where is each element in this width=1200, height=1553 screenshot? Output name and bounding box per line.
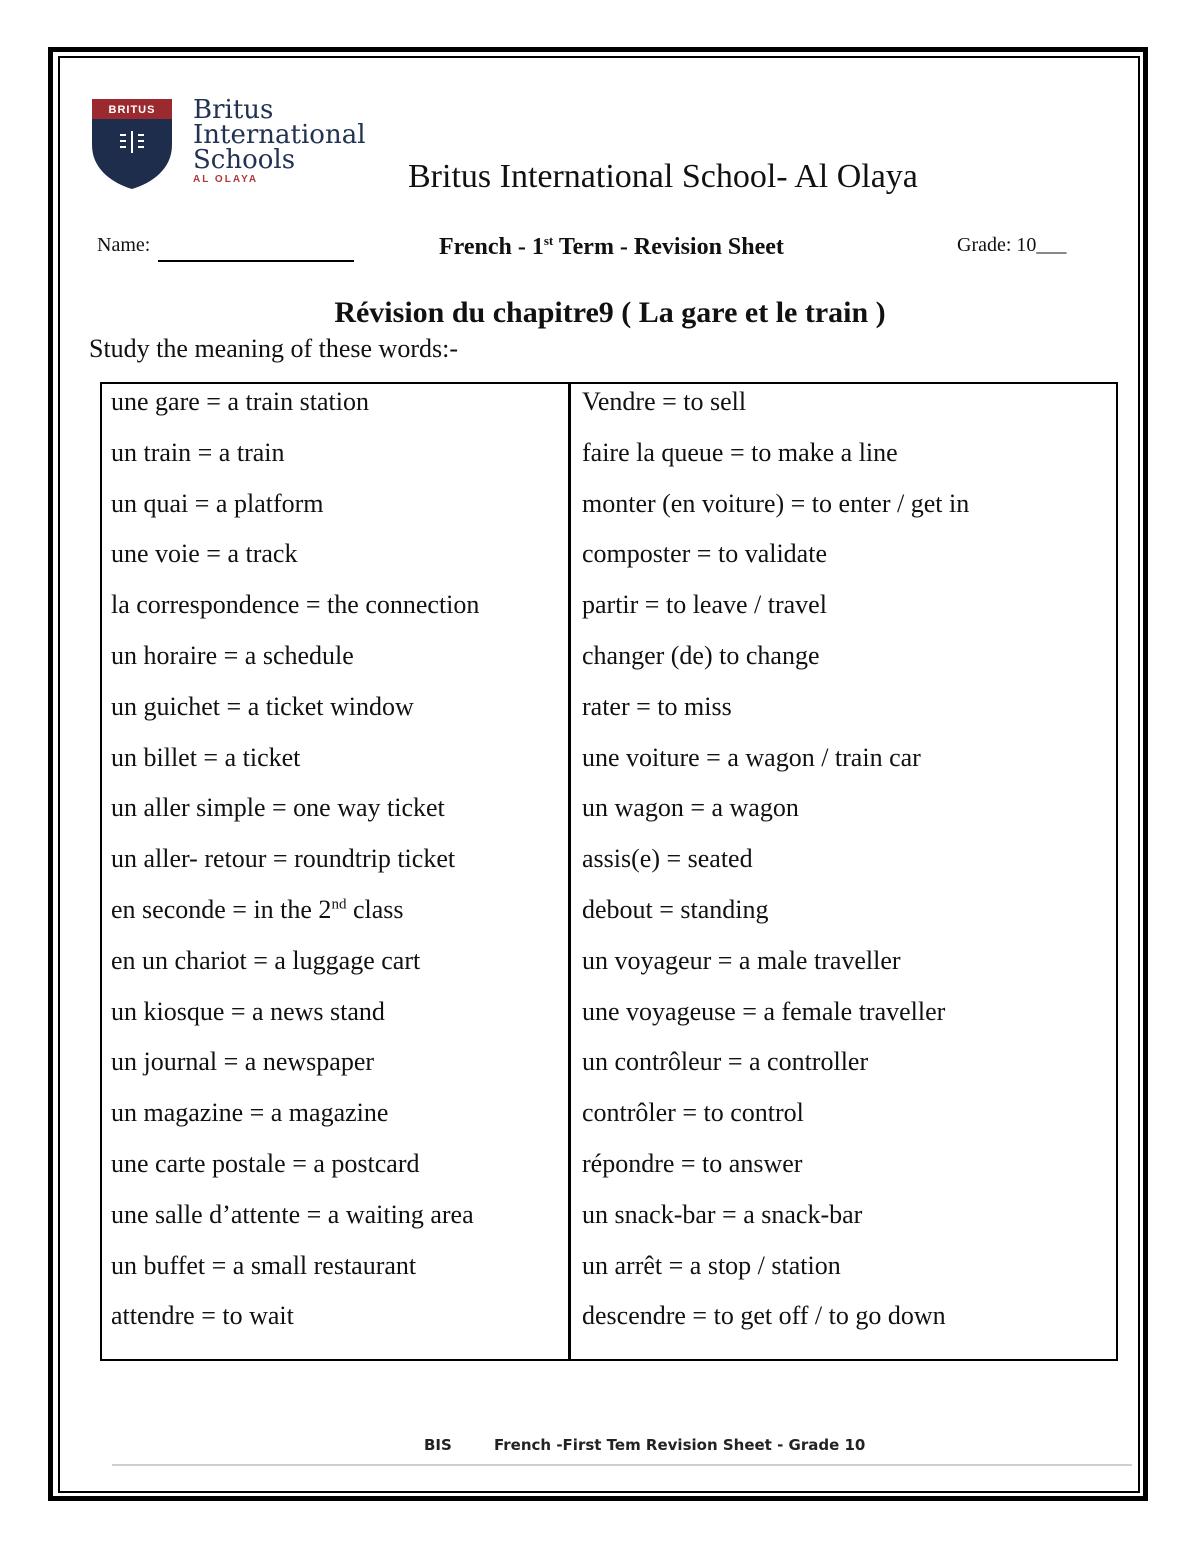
logo-name-line2: International bbox=[193, 120, 366, 150]
vocab-row: un contrôleur = a controller bbox=[582, 1047, 869, 1077]
vocab-row: un aller- retour = roundtrip ticket bbox=[111, 844, 456, 874]
vocab-row: une carte postale = a postcard bbox=[111, 1148, 420, 1178]
vocab-row: un arrêt = a stop / station bbox=[582, 1250, 841, 1280]
vocab-row: un horaire = a schedule bbox=[111, 640, 354, 670]
logo-badge-text: BRITUS bbox=[108, 104, 156, 116]
vocab-row: répondre = to answer bbox=[582, 1148, 803, 1178]
vocab-row: contrôler = to control bbox=[582, 1098, 804, 1128]
logo-wordmark bbox=[193, 95, 366, 187]
vocab-row: une gare = a train station bbox=[111, 387, 369, 416]
vocab-row: un wagon = a wagon bbox=[582, 793, 799, 823]
chapter-title: Révision du chapitre9 ( La gare et le train ) bbox=[334, 296, 886, 329]
vocab-row: un guichet = a ticket window bbox=[111, 691, 414, 721]
name-label: Name: bbox=[97, 234, 151, 256]
vocab-column-left bbox=[111, 383, 479, 1348]
vocab-row: un snack-bar = a snack-bar bbox=[582, 1199, 863, 1229]
vocab-row: rater = to miss bbox=[582, 691, 732, 721]
vocab-row: monter (en voiture) = to enter / get in bbox=[582, 488, 970, 518]
school-title: Britus International School- Al Olaya bbox=[408, 158, 918, 195]
course-title-part2: Term - Revision Sheet bbox=[553, 234, 784, 260]
vocab-row: assis(e) = seated bbox=[582, 844, 753, 874]
vocab-row: descendre = to get off / to go down bbox=[582, 1301, 946, 1331]
vocab-row: un magazine = a magazine bbox=[111, 1098, 389, 1128]
course-title bbox=[439, 233, 784, 261]
vocab-row: une salle d’attente = a waiting area bbox=[111, 1199, 474, 1229]
name-blank-line bbox=[158, 260, 354, 262]
vocab-row: un voyageur = a male traveller bbox=[582, 945, 901, 975]
vocab-row: un billet = a ticket bbox=[111, 742, 301, 772]
grade-label: Grade: 10___ bbox=[957, 234, 1067, 256]
vocab-row: changer (de) to change bbox=[582, 640, 820, 670]
vocab-row: composter = to validate bbox=[582, 539, 827, 569]
footer-abbr: BIS bbox=[424, 1436, 452, 1454]
footer-text: French -First Tem Revision Sheet - Grade 10 bbox=[494, 1436, 866, 1454]
vocab-row: Vendre = to sell bbox=[582, 387, 747, 416]
vocab-row: attendre = to wait bbox=[111, 1301, 294, 1331]
vocab-row: un buffet = a small restaurant bbox=[111, 1250, 417, 1280]
instruction-text: Study the meaning of these words:- bbox=[89, 334, 458, 363]
vocab-row: partir = to leave / travel bbox=[582, 590, 827, 620]
vocab-row: la correspondence = the connection bbox=[111, 590, 480, 620]
column-divider bbox=[568, 382, 571, 1361]
vocab-row: un train = a train bbox=[111, 437, 285, 467]
vocab-row: un aller simple = one way ticket bbox=[111, 793, 445, 823]
vocab-row: un journal = a newspaper bbox=[111, 1047, 375, 1077]
vocab-row: en seconde = in the 2nd class bbox=[111, 894, 404, 924]
vocab-row: faire la queue = to make a line bbox=[582, 437, 898, 467]
vocab-row: debout = standing bbox=[582, 894, 769, 924]
course-title-sup: st bbox=[543, 233, 554, 248]
vocab-row: une voyageuse = a female traveller bbox=[582, 996, 946, 1026]
vocab-row: un kiosque = a news stand bbox=[111, 996, 385, 1026]
vocab-row: une voie = a track bbox=[111, 539, 298, 569]
course-title-part1: French - 1 bbox=[439, 234, 544, 260]
logo-name-line3: Schools bbox=[193, 145, 296, 175]
logo-subtitle: AL OLAYA bbox=[193, 174, 259, 185]
vocab-row: en un chariot = a luggage cart bbox=[111, 945, 421, 975]
footer-rule bbox=[112, 1464, 1132, 1466]
vocab-row: une voiture = a wagon / train car bbox=[582, 742, 921, 772]
logo-name-line1: Britus bbox=[193, 95, 274, 125]
vocab-row: un quai = a platform bbox=[111, 488, 324, 518]
vocab-column-right bbox=[582, 383, 969, 1348]
